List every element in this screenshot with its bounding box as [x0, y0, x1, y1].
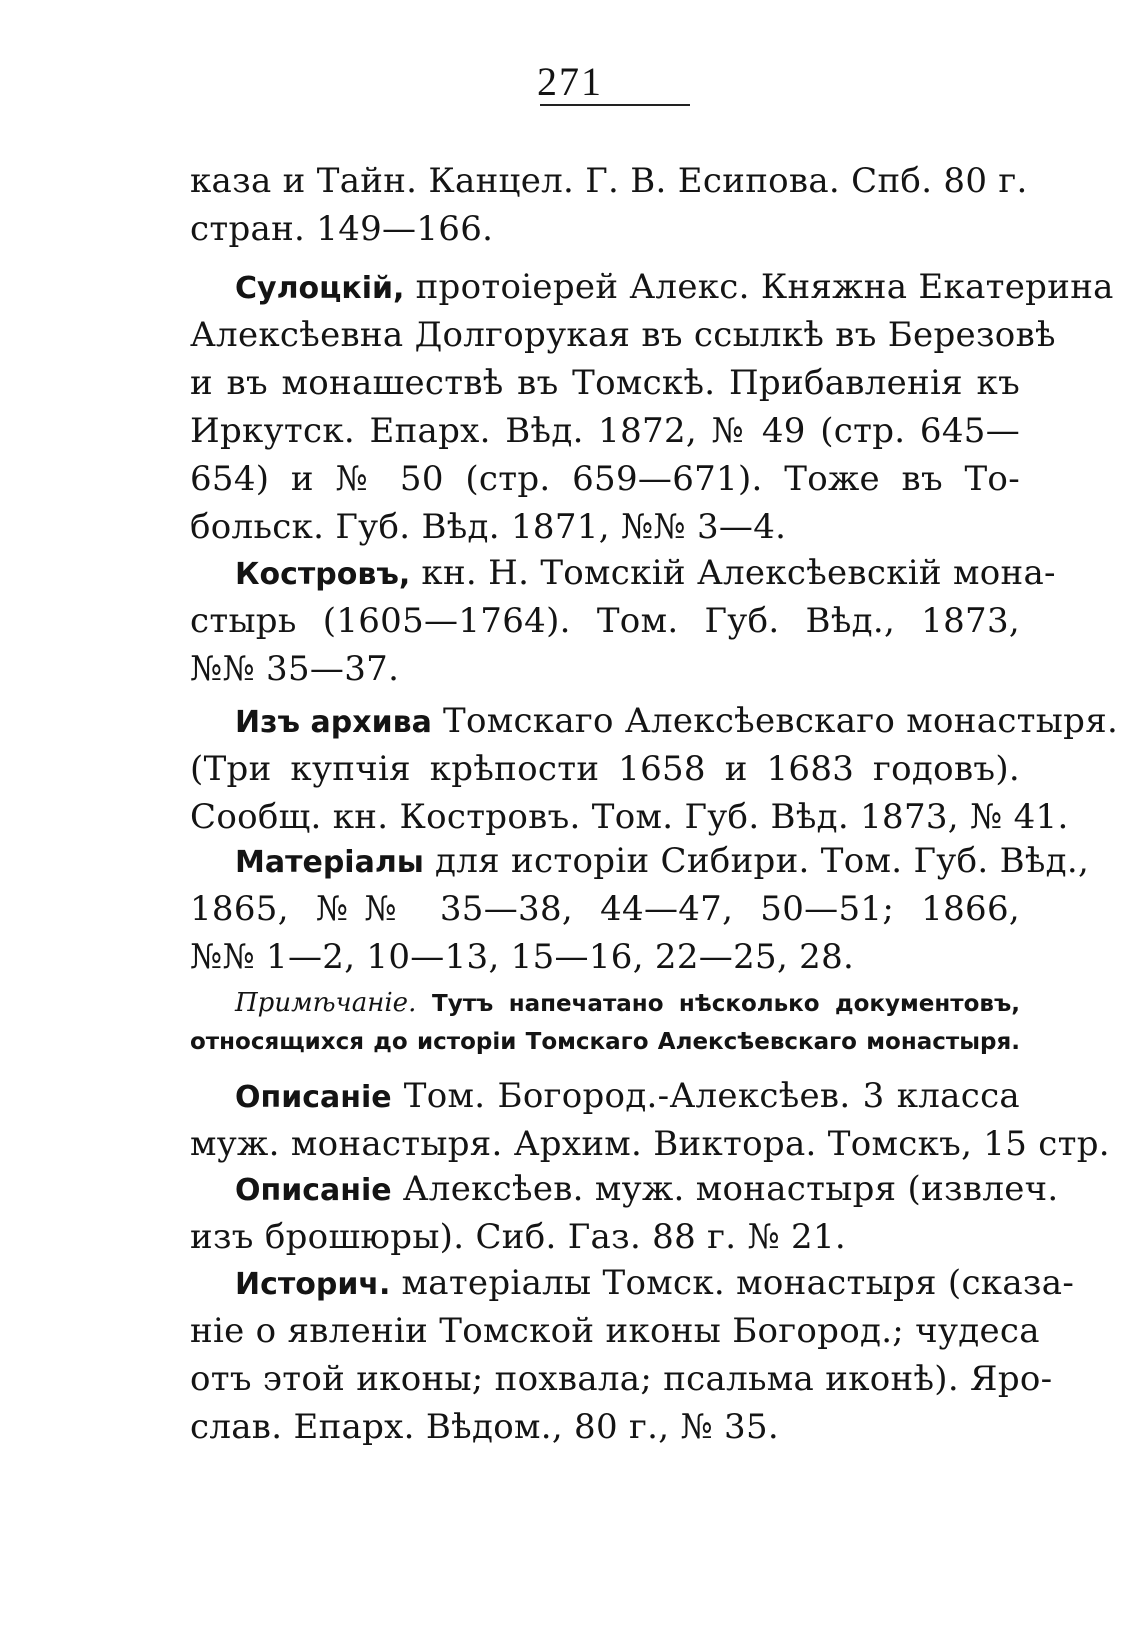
entry-heading: Историч.: [235, 1267, 391, 1302]
entry-continuation: [190, 160, 1028, 256]
page-number: 271: [537, 59, 603, 104]
page-number-rule: [540, 104, 690, 106]
text-line: Сообщ. кн. Костровъ. Том. Губ. Вѣд. 1873, № 41.: [190, 797, 1069, 837]
entry-note: [190, 985, 1020, 1061]
text-line: ніе о явленіи Томской иконы Богород.; чудеса: [190, 1311, 1040, 1351]
note-label: Примѣчаніе.: [235, 988, 417, 1018]
entry-materials: [190, 840, 1090, 984]
text-line: стран. 149—166.: [190, 209, 494, 249]
entry-description-2: [190, 1168, 1059, 1264]
text-line: Описаніе Том. Богород.-Алексѣев. 3 класса: [235, 1076, 1020, 1116]
text-line: №№ 35—37.: [190, 649, 400, 689]
text-line: относящихся до исторіи Томскаго Алексѣевскаго монастыря.: [190, 1029, 1020, 1055]
text-line: Матеріалы для исторіи Сибири. Том. Губ. Вѣд.,: [235, 841, 1090, 881]
text-line: (Три купчія крѣпости 1658 и 1683 годовъ).: [190, 749, 1020, 789]
entry-description-1: [190, 1075, 1110, 1171]
entry-heading: Описаніе: [235, 1173, 392, 1208]
entry-heading: Костровъ,: [235, 557, 411, 592]
entry-heading: Матеріалы: [235, 845, 424, 880]
entry-sulotsky: [190, 266, 1114, 554]
text-line: и въ монашествѣ въ Томскѣ. Прибавленія къ: [190, 363, 1020, 403]
text-line: изъ брошюры). Сиб. Газ. 88 г. № 21.: [190, 1217, 847, 1257]
text-line: Изъ архива Томскаго Алексѣевскаго монастыря.: [235, 701, 1119, 741]
text-line: Алексѣевна Долгорукая въ ссылкѣ въ Березовѣ: [190, 315, 1056, 355]
text-line: Иркутск. Епарх. Вѣд. 1872, № 49 (стр. 645—: [190, 411, 1020, 451]
text-line: №№ 1—2, 10—13, 15—16, 22—25, 28.: [190, 937, 855, 977]
text-line: Историч. матеріалы Томск. монастыря (сказа-: [235, 1263, 1075, 1303]
text-line: Описаніе Алексѣев. муж. монастыря (извлеч.: [235, 1169, 1059, 1209]
entry-historical: [190, 1262, 1075, 1454]
text-line: 1865, №№ 35—38, 44—47, 50—51; 1866,: [190, 889, 1020, 929]
entry-heading: Описаніе: [235, 1080, 392, 1115]
text-line: Сулоцкій, протоіерей Алекс. Княжна Екатерина: [235, 267, 1114, 307]
entry-heading: Сулоцкій,: [235, 271, 405, 306]
text-line: 654) и № 50 (стр. 659—671). Тоже въ То-: [190, 459, 1020, 499]
text-line: Костровъ, кн. Н. Томскій Алексѣевскій мона-: [235, 553, 1056, 593]
text-line: отъ этой иконы; похвала; псальма иконѣ). Яро-: [190, 1359, 1053, 1399]
entry-archive: [190, 700, 1119, 844]
text-line: стырь (1605—1764). Том. Губ. Вѣд., 1873,: [190, 601, 1020, 641]
text-line: каза и Тайн. Канцел. Г. В. Есипова. Спб. 80 г.: [190, 161, 1028, 201]
text-line: больск. Губ. Вѣд. 1871, №№ 3—4.: [190, 507, 787, 547]
entry-kostrov: [190, 552, 1056, 696]
text-line: Примѣчаніе. Тутъ напечатано нѣсколько документовъ,: [235, 988, 1020, 1018]
text-line: слав. Епарх. Вѣдом., 80 г., № 35.: [190, 1407, 779, 1447]
text-line: муж. монастыря. Архим. Виктора. Томскъ, 15 стр.: [190, 1124, 1110, 1164]
entry-heading: Изъ архива: [235, 705, 432, 740]
